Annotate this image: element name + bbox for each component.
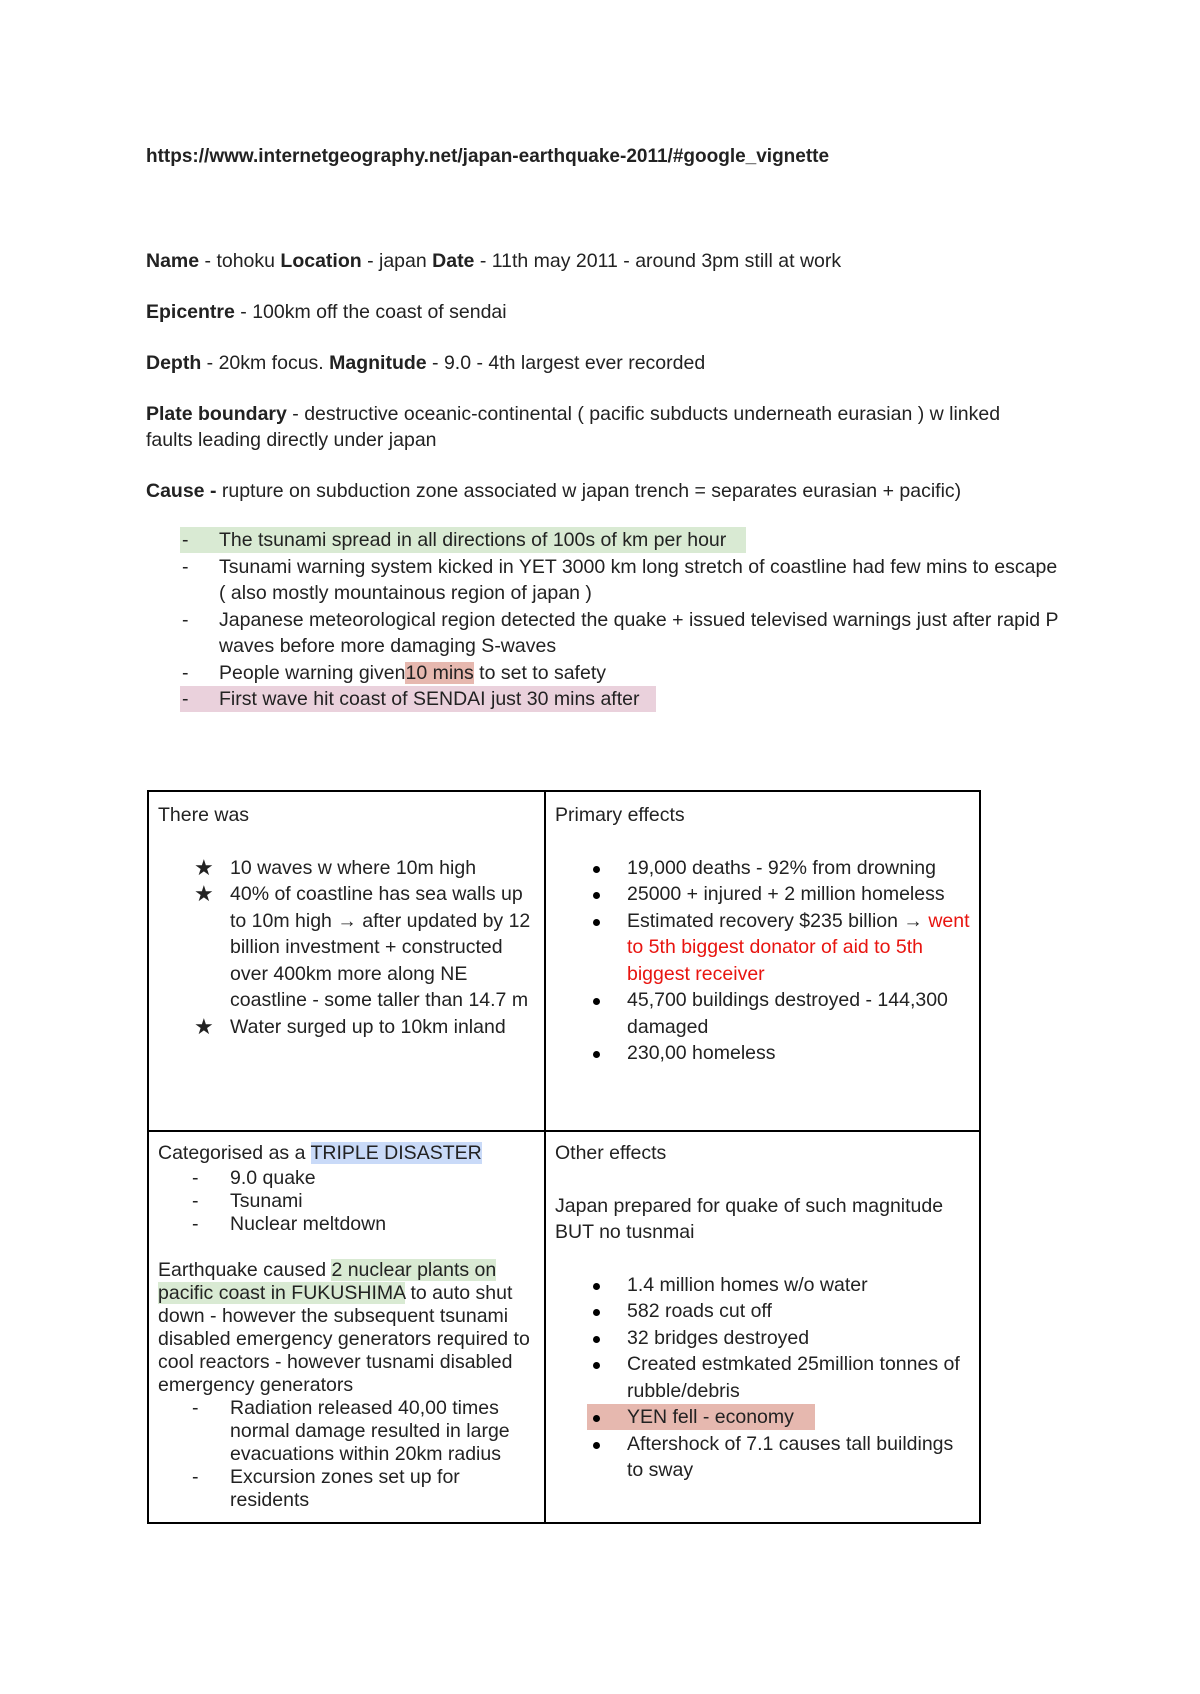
list-item bbox=[158, 855, 535, 882]
highlight-green: 2 nuclear plants on pacific coast in FUKUSHIMA bbox=[158, 1258, 497, 1304]
bullet-dot-icon bbox=[593, 866, 600, 873]
para-text-post: to auto shut down - however the subsequent tsunami disabled emergency generators required to cool reactors - however tusnami disabled emergency generators bbox=[158, 1281, 530, 1396]
depth-magnitude-line bbox=[146, 350, 1046, 376]
list-item bbox=[182, 554, 1062, 607]
magnitude-label: Magnitude bbox=[329, 352, 427, 374]
bullet-dot-icon bbox=[593, 892, 600, 899]
list-item-text: 40% of coastline has sea walls up to 10m high → after updated by 12 billion investment + constructed over 400km more along NE coastline - some taller than 14.7 m bbox=[230, 883, 531, 1011]
table-row bbox=[148, 791, 980, 1131]
list-item bbox=[555, 987, 970, 1040]
list-item bbox=[555, 1298, 970, 1325]
dash-marker: - bbox=[182, 555, 189, 578]
plate-boundary-value: - destructive oceanic-continental ( pacific subducts underneath eurasian ) w linked faults leading directly under japan bbox=[146, 403, 1001, 451]
list-item-text: 230,00 homeless bbox=[627, 1042, 776, 1064]
list-item bbox=[158, 1466, 535, 1512]
dash-marker: - bbox=[192, 1166, 199, 1189]
list-item-text-post: to set to safety bbox=[473, 661, 606, 684]
dash-marker: - bbox=[192, 1212, 199, 1235]
cell-title: Primary effects bbox=[555, 804, 685, 826]
bullet-dot-icon bbox=[593, 998, 600, 1005]
list-item-text: 45,700 buildings destroyed - 144,300 damaged bbox=[627, 989, 948, 1038]
cell-title-text: Categorised as a bbox=[158, 1142, 311, 1164]
list-item-text: Excursion zones set up for residents bbox=[230, 1465, 460, 1511]
bullet-list bbox=[555, 1272, 970, 1484]
bullet-dot-icon bbox=[593, 1051, 600, 1058]
dash-marker: - bbox=[192, 1396, 199, 1419]
bullet-dot-icon bbox=[593, 919, 600, 926]
list-item bbox=[158, 1167, 535, 1190]
list-item-text: 1.4 million homes w/o water bbox=[627, 1273, 868, 1296]
table-row bbox=[148, 1131, 980, 1523]
date-label: Date bbox=[432, 250, 475, 272]
cell-title bbox=[158, 1140, 535, 1167]
list-item bbox=[158, 1190, 535, 1213]
list-item-text: 582 roads cut off bbox=[627, 1300, 772, 1322]
star-icon: ★ bbox=[194, 854, 214, 880]
star-list bbox=[158, 855, 535, 1041]
recovery-red-text: went to 5th biggest donator of aid to 5th biggest receiver bbox=[627, 909, 970, 985]
list-item bbox=[555, 1325, 970, 1352]
list-item-text: 9.0 quake bbox=[230, 1166, 316, 1189]
list-item-text: YEN fell - economy bbox=[627, 1406, 794, 1428]
bullet-dot-icon bbox=[593, 1283, 600, 1290]
bullet-dot-icon bbox=[593, 1442, 600, 1449]
list-item-text: Radiation released 40,00 times normal damage resulted in large evacuations within 20km radius bbox=[230, 1396, 510, 1465]
source-url[interactable]: https://www.internetgeography.net/japan-earthquake-2011/#google_vignette bbox=[146, 146, 830, 167]
effects-table bbox=[147, 790, 981, 1524]
cell-title: There was bbox=[158, 804, 250, 826]
highlight-blue: TRIPLE DISASTER bbox=[310, 1142, 482, 1164]
list-item bbox=[555, 1040, 970, 1067]
other-effects-cell bbox=[545, 1131, 980, 1523]
name-label: Name bbox=[146, 250, 205, 272]
name-value: - tohoku bbox=[204, 250, 281, 272]
list-item bbox=[182, 607, 1062, 660]
list-item bbox=[555, 908, 970, 988]
list-item-text: 25000 + injured + 2 million homeless bbox=[627, 883, 945, 905]
dash-marker: - bbox=[192, 1465, 199, 1488]
star-icon: ★ bbox=[194, 1013, 214, 1039]
list-item bbox=[158, 881, 535, 1014]
magnitude-value: - 9.0 - 4th largest ever recorded bbox=[426, 352, 706, 374]
list-item-text: Tsunami bbox=[230, 1189, 303, 1212]
bullet-dot-icon bbox=[593, 1362, 600, 1369]
bullet-dot-icon bbox=[593, 1309, 600, 1316]
location-label: Location bbox=[280, 250, 362, 272]
bullet-list bbox=[555, 855, 970, 1067]
list-item-text: 19,000 deaths - 92% from drowning bbox=[627, 856, 936, 879]
list-item bbox=[158, 1213, 535, 1236]
plate-boundary-label: Plate boundary bbox=[146, 403, 287, 425]
list-item-text: Nuclear meltdown bbox=[230, 1212, 387, 1235]
list-item-text: 10 waves w where 10m high bbox=[230, 856, 477, 879]
list-item bbox=[555, 1351, 970, 1404]
dash-marker: - bbox=[182, 529, 189, 551]
location-value: - japan bbox=[361, 250, 433, 272]
depth-value: - 20km focus. bbox=[201, 352, 330, 374]
list-item bbox=[158, 1014, 535, 1041]
cause-value: rupture on subduction zone associated w japan trench = separates eurasian + pacific) bbox=[221, 480, 962, 502]
depth-label: Depth bbox=[146, 352, 202, 374]
list-item bbox=[555, 1431, 970, 1484]
dash-marker: - bbox=[192, 1189, 199, 1212]
there-was-cell bbox=[148, 791, 545, 1131]
cause-line bbox=[146, 478, 1046, 504]
plate-boundary-paragraph bbox=[146, 401, 1051, 453]
list-item-text: Tsunami warning system kicked in YET 3000 km long stretch of coastline had few mins to escape ( also mostly mountainous region of japan ) bbox=[219, 555, 1058, 604]
primary-effects-cell bbox=[545, 791, 980, 1131]
dash-marker: - bbox=[182, 608, 189, 631]
epicentre-value: - 100km off the coast of sendai bbox=[234, 301, 507, 323]
list-item-text-pre: People warning given bbox=[219, 661, 406, 684]
name-location-date-line bbox=[146, 248, 1046, 274]
list-item-text: First wave hit coast of SENDAI just 30 mins after bbox=[219, 688, 640, 710]
list-item bbox=[555, 1272, 970, 1299]
list-item-text: Japanese meteorological region detected the quake + issued televised warnings just after rapid P waves before more damaging S-waves bbox=[219, 608, 1059, 657]
list-item bbox=[158, 1397, 535, 1466]
dash-marker: - bbox=[182, 688, 189, 710]
list-item-text: Created estmkated 25million tonnes of rubble/debris bbox=[627, 1353, 960, 1402]
triple-disaster-cell bbox=[148, 1131, 545, 1523]
para-text-pre: Earthquake caused bbox=[158, 1258, 332, 1281]
list-item-text: The tsunami spread in all directions of 100s of km per hour bbox=[219, 529, 727, 551]
fukushima-paragraph bbox=[158, 1259, 535, 1397]
list-item-text: Water surged up to 10km inland bbox=[230, 1015, 506, 1038]
dash-list bbox=[158, 1397, 535, 1512]
bullet-dot-icon bbox=[593, 1336, 600, 1343]
cause-label: Cause - bbox=[146, 480, 222, 502]
tsunami-bullet-list bbox=[182, 527, 1062, 713]
list-item bbox=[555, 881, 970, 908]
bullet-dot-icon bbox=[593, 1415, 600, 1422]
other-effects-paragraph: Japan prepared for quake of such magnitude BUT no tusnmai bbox=[555, 1194, 944, 1243]
epicentre-line bbox=[146, 299, 1046, 325]
dash-marker: - bbox=[182, 661, 189, 684]
cell-title: Other effects bbox=[555, 1142, 667, 1164]
list-item bbox=[182, 527, 1062, 554]
date-value: - 11th may 2011 - around 3pm still at work bbox=[474, 250, 842, 272]
list-item bbox=[555, 855, 970, 882]
epicentre-label: Epicentre bbox=[146, 301, 235, 323]
dash-list bbox=[158, 1167, 535, 1236]
list-item bbox=[182, 686, 1062, 713]
list-item-text: Aftershock of 7.1 causes tall buildings to sway bbox=[627, 1432, 954, 1481]
star-icon: ★ bbox=[194, 881, 214, 906]
list-item-text: 32 bridges destroyed bbox=[627, 1326, 810, 1349]
list-item bbox=[555, 1404, 970, 1431]
highlight-orange: 10 mins bbox=[405, 661, 474, 684]
list-item bbox=[182, 660, 1062, 687]
recovery-text: Estimated recovery $235 billion → bbox=[627, 909, 929, 932]
